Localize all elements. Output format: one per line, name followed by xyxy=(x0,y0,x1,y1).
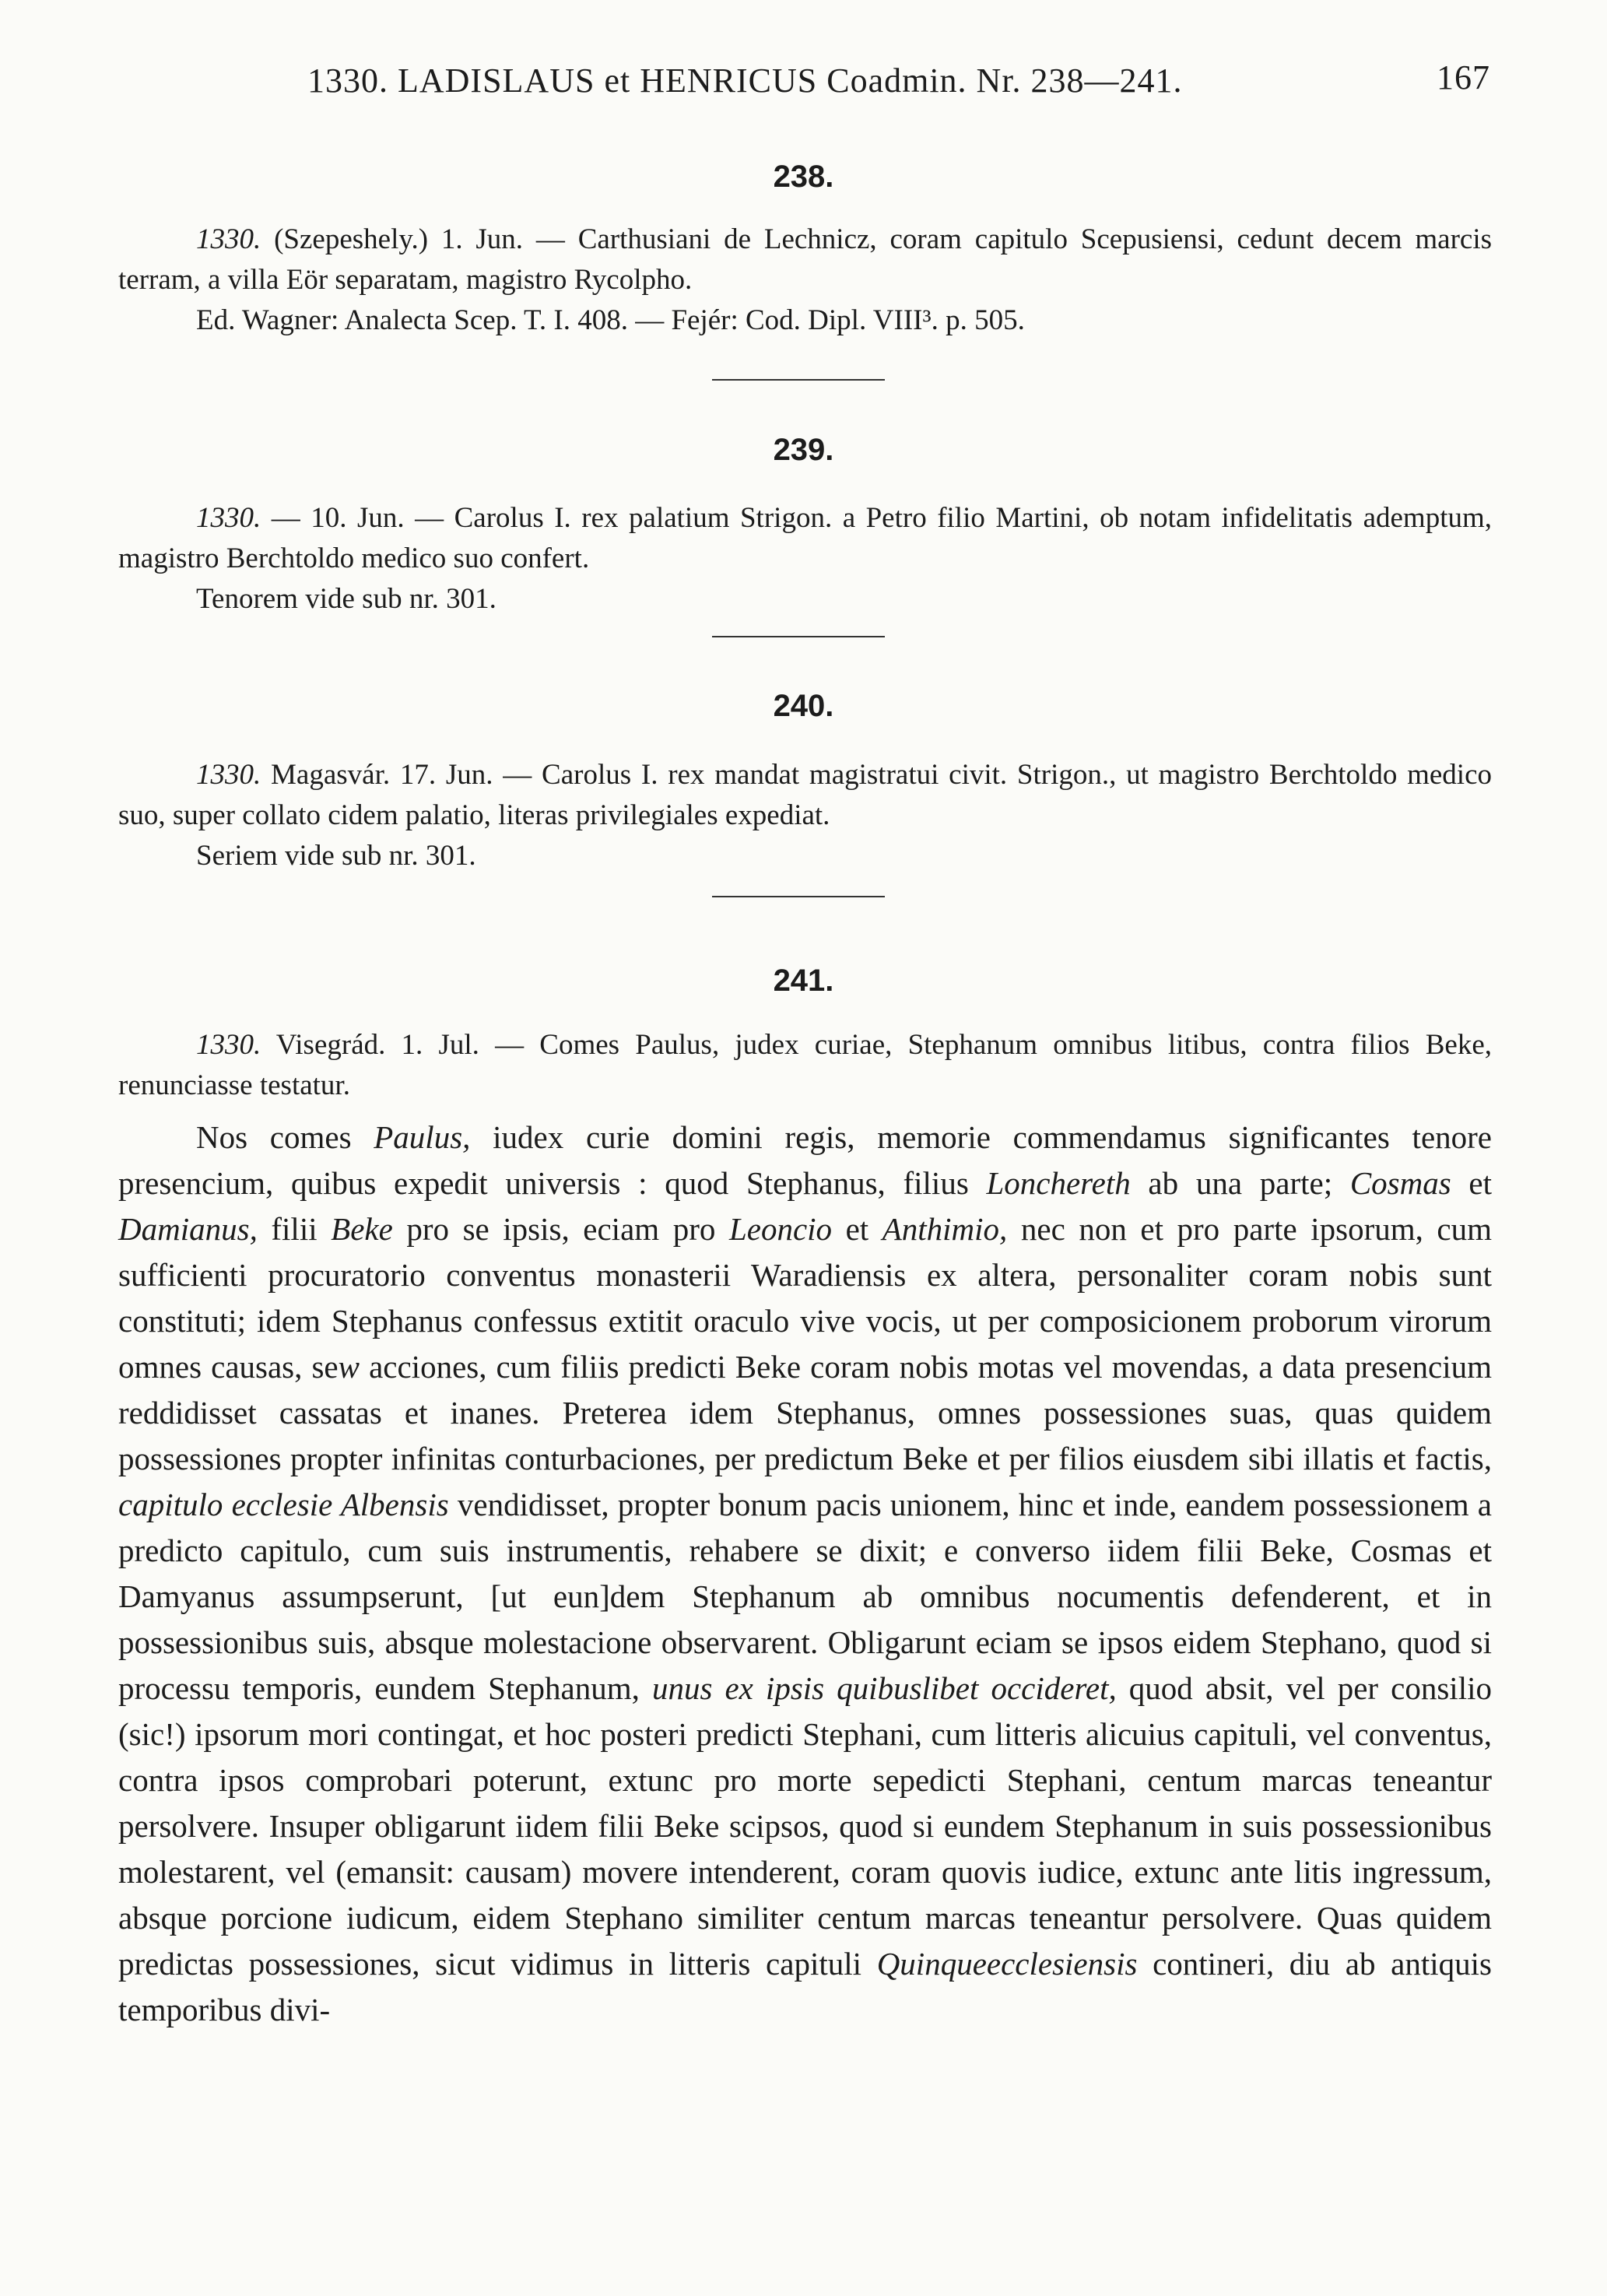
charter-text-segment: Nos comes xyxy=(196,1119,374,1155)
running-header xyxy=(307,58,1490,107)
entry-238-summary xyxy=(118,219,1492,300)
charter-text-segment: iudex curie domini regis, memorie commendamus significantes tenore presencium, quibus expedit universis : quod Stephanus, filius xyxy=(118,1119,1492,1201)
entry-238-note: Ed. Wagner: Analecta Scep. T. I. 408. — Fejér: Cod. Dipl. VIII³. p. 505. xyxy=(196,304,1025,336)
separator-rule xyxy=(712,379,885,381)
charter-emendation-italic: w xyxy=(338,1349,360,1385)
charter-name-italic: Leoncio xyxy=(728,1211,833,1247)
charter-text-segment: pro se ipsis, eciam pro xyxy=(392,1211,729,1247)
entry-241 xyxy=(118,1025,1492,1106)
entry-239-summary xyxy=(118,498,1492,579)
charter-text xyxy=(118,1115,1492,2033)
entry-number-238: 238. xyxy=(773,160,834,194)
entry-number-241: 241. xyxy=(773,964,834,998)
charter-text-segment: quod absit, vel per consilio (sic!) ipsorum mori contingat, et hoc posteri predicti Stephani, cum litteris alicuius capituli, vel conventus, contra ipsos comprobari poterunt, extunc pro morte sepedicti Stephani, centum marcas teneantur persolvere. Insuper obligarunt iidem filii Beke scipsos, quod si eundem Stephanum in suis possessionibus molestarent, vel (emansit: causam) movere intenderent, coram quovis iudice, extunc ante litis ingressum, absque porcione iudicum, eidem Stephano similiter centum marcas teneantur persolvere. Quas quidem predictas possessiones, sicut vidimus in litteris capituli xyxy=(118,1670,1492,1982)
entry-240-note: Seriem vide sub nr. 301. xyxy=(196,840,476,872)
charter-name-italic: Quinqueecclesiensis xyxy=(876,1946,1138,1982)
charter-name-italic: capitulo ecclesie Albensis xyxy=(118,1487,449,1522)
entry-238-date: 1330. xyxy=(196,223,261,255)
entry-241-summary xyxy=(118,1025,1492,1106)
charter-text-segment: contineri, diu ab antiquis temporibus divi- xyxy=(118,1946,1492,2027)
charter-name-italic: Anthimio, xyxy=(882,1211,1008,1247)
entry-239-note: Tenorem vide sub nr. 301. xyxy=(196,583,496,615)
entry-239 xyxy=(118,498,1492,620)
charter-text-segment: ab una parte; xyxy=(1130,1165,1350,1201)
charter-text-segment: vendidisset, propter bonum pacis unionem, hinc et inde, eandem possessionem a predicto capitulo, cum suis instrumentis, rehabere se dixit; e converso iidem filii Beke, Cosmas et Damyanus assumpserunt, [ut eun]dem Stephanum ab omnibus nocumentis defenderent, et in possessionibus suis, absque molestacione observarent. Obligarunt eciam se ipsos eidem Stephano, quod si processu temporis, eundem Stephanum, xyxy=(118,1487,1493,1706)
entry-239-summary-text: — 10. Jun. — Carolus I. rex palatium Strigon. a Petro filio Martini, ob notam infidelitatis ademptum, magistro Berchtoldo medico suo confert. xyxy=(118,502,1493,574)
entry-238 xyxy=(118,219,1492,341)
entry-240 xyxy=(118,755,1492,876)
charter-emendation-italic: unus ex ipsis quibuslibet occideret, xyxy=(651,1670,1117,1706)
entry-238-summary-text: (Szepeshely.) 1. Jun. — Carthusiani de Lechnicz, coram capitulo Scepusiensi, cedunt decem marcis terram, a villa Eör separatam, magistro Rycolpho. xyxy=(118,223,1492,296)
charter-text-segment: filii xyxy=(257,1211,332,1247)
entry-240-summary-text: Magasvár. 17. Jun. — Carolus I. rex mandat magistratui civit. Strigon., ut magistro Berchtoldo medico suo, super collato cidem palatio, literas privilegiales expediat. xyxy=(118,759,1492,831)
entry-number-239: 239. xyxy=(773,433,834,467)
charter-name-italic: Cosmas xyxy=(1349,1165,1451,1201)
entry-240-date: 1330. xyxy=(196,759,261,791)
entry-241-date: 1330. xyxy=(196,1029,261,1061)
charter-text-segment: et xyxy=(832,1211,882,1247)
page-number: 167 xyxy=(1437,58,1490,97)
entry-241-summary-text: Visegrád. 1. Jul. — Comes Paulus, judex curiae, Stephanum omnibus litibus, contra filios Beke, renunciasse testatur. xyxy=(118,1029,1492,1101)
charter-name-italic: eth xyxy=(1091,1165,1131,1201)
charter-name-italic: Damianus, xyxy=(118,1211,258,1247)
charter-text-segment: nec non et pro parte ipsorum, cum sufficienti procuratorio conventus monasterii Waradiensis ex altera, personaliter coram nobis sunt constituti; idem Stephanus confessus extitit oraculo vive vocis, ut per composicionem proborum virorum omnes causas, se xyxy=(118,1211,1493,1385)
charter-name-italic: Beke xyxy=(331,1211,393,1247)
charter-text-segment: et xyxy=(1451,1165,1492,1201)
running-title: 1330. LADISLAUS et HENRICUS Coadmin. Nr. 238—241. xyxy=(307,61,1183,100)
separator-rule xyxy=(712,636,885,637)
charter-text-segment: acciones, cum filiis predicti Beke coram nobis motas vel movendas, a data presencium reddidisset cassatas et inanes. Preterea idem Stephanus, omnes possessiones suas, quas quidem possessiones propter infinitas conturbaciones, per predictum Beke et per filios eiusdem sibi illatis et factis, xyxy=(118,1349,1493,1476)
charter-name-italic: Loncher xyxy=(986,1165,1092,1201)
separator-rule xyxy=(712,896,885,897)
entry-240-summary xyxy=(118,755,1492,836)
entry-number-240: 240. xyxy=(773,689,834,723)
entry-239-date: 1330. xyxy=(196,502,261,534)
charter-name-italic: Paulus, xyxy=(374,1119,471,1155)
